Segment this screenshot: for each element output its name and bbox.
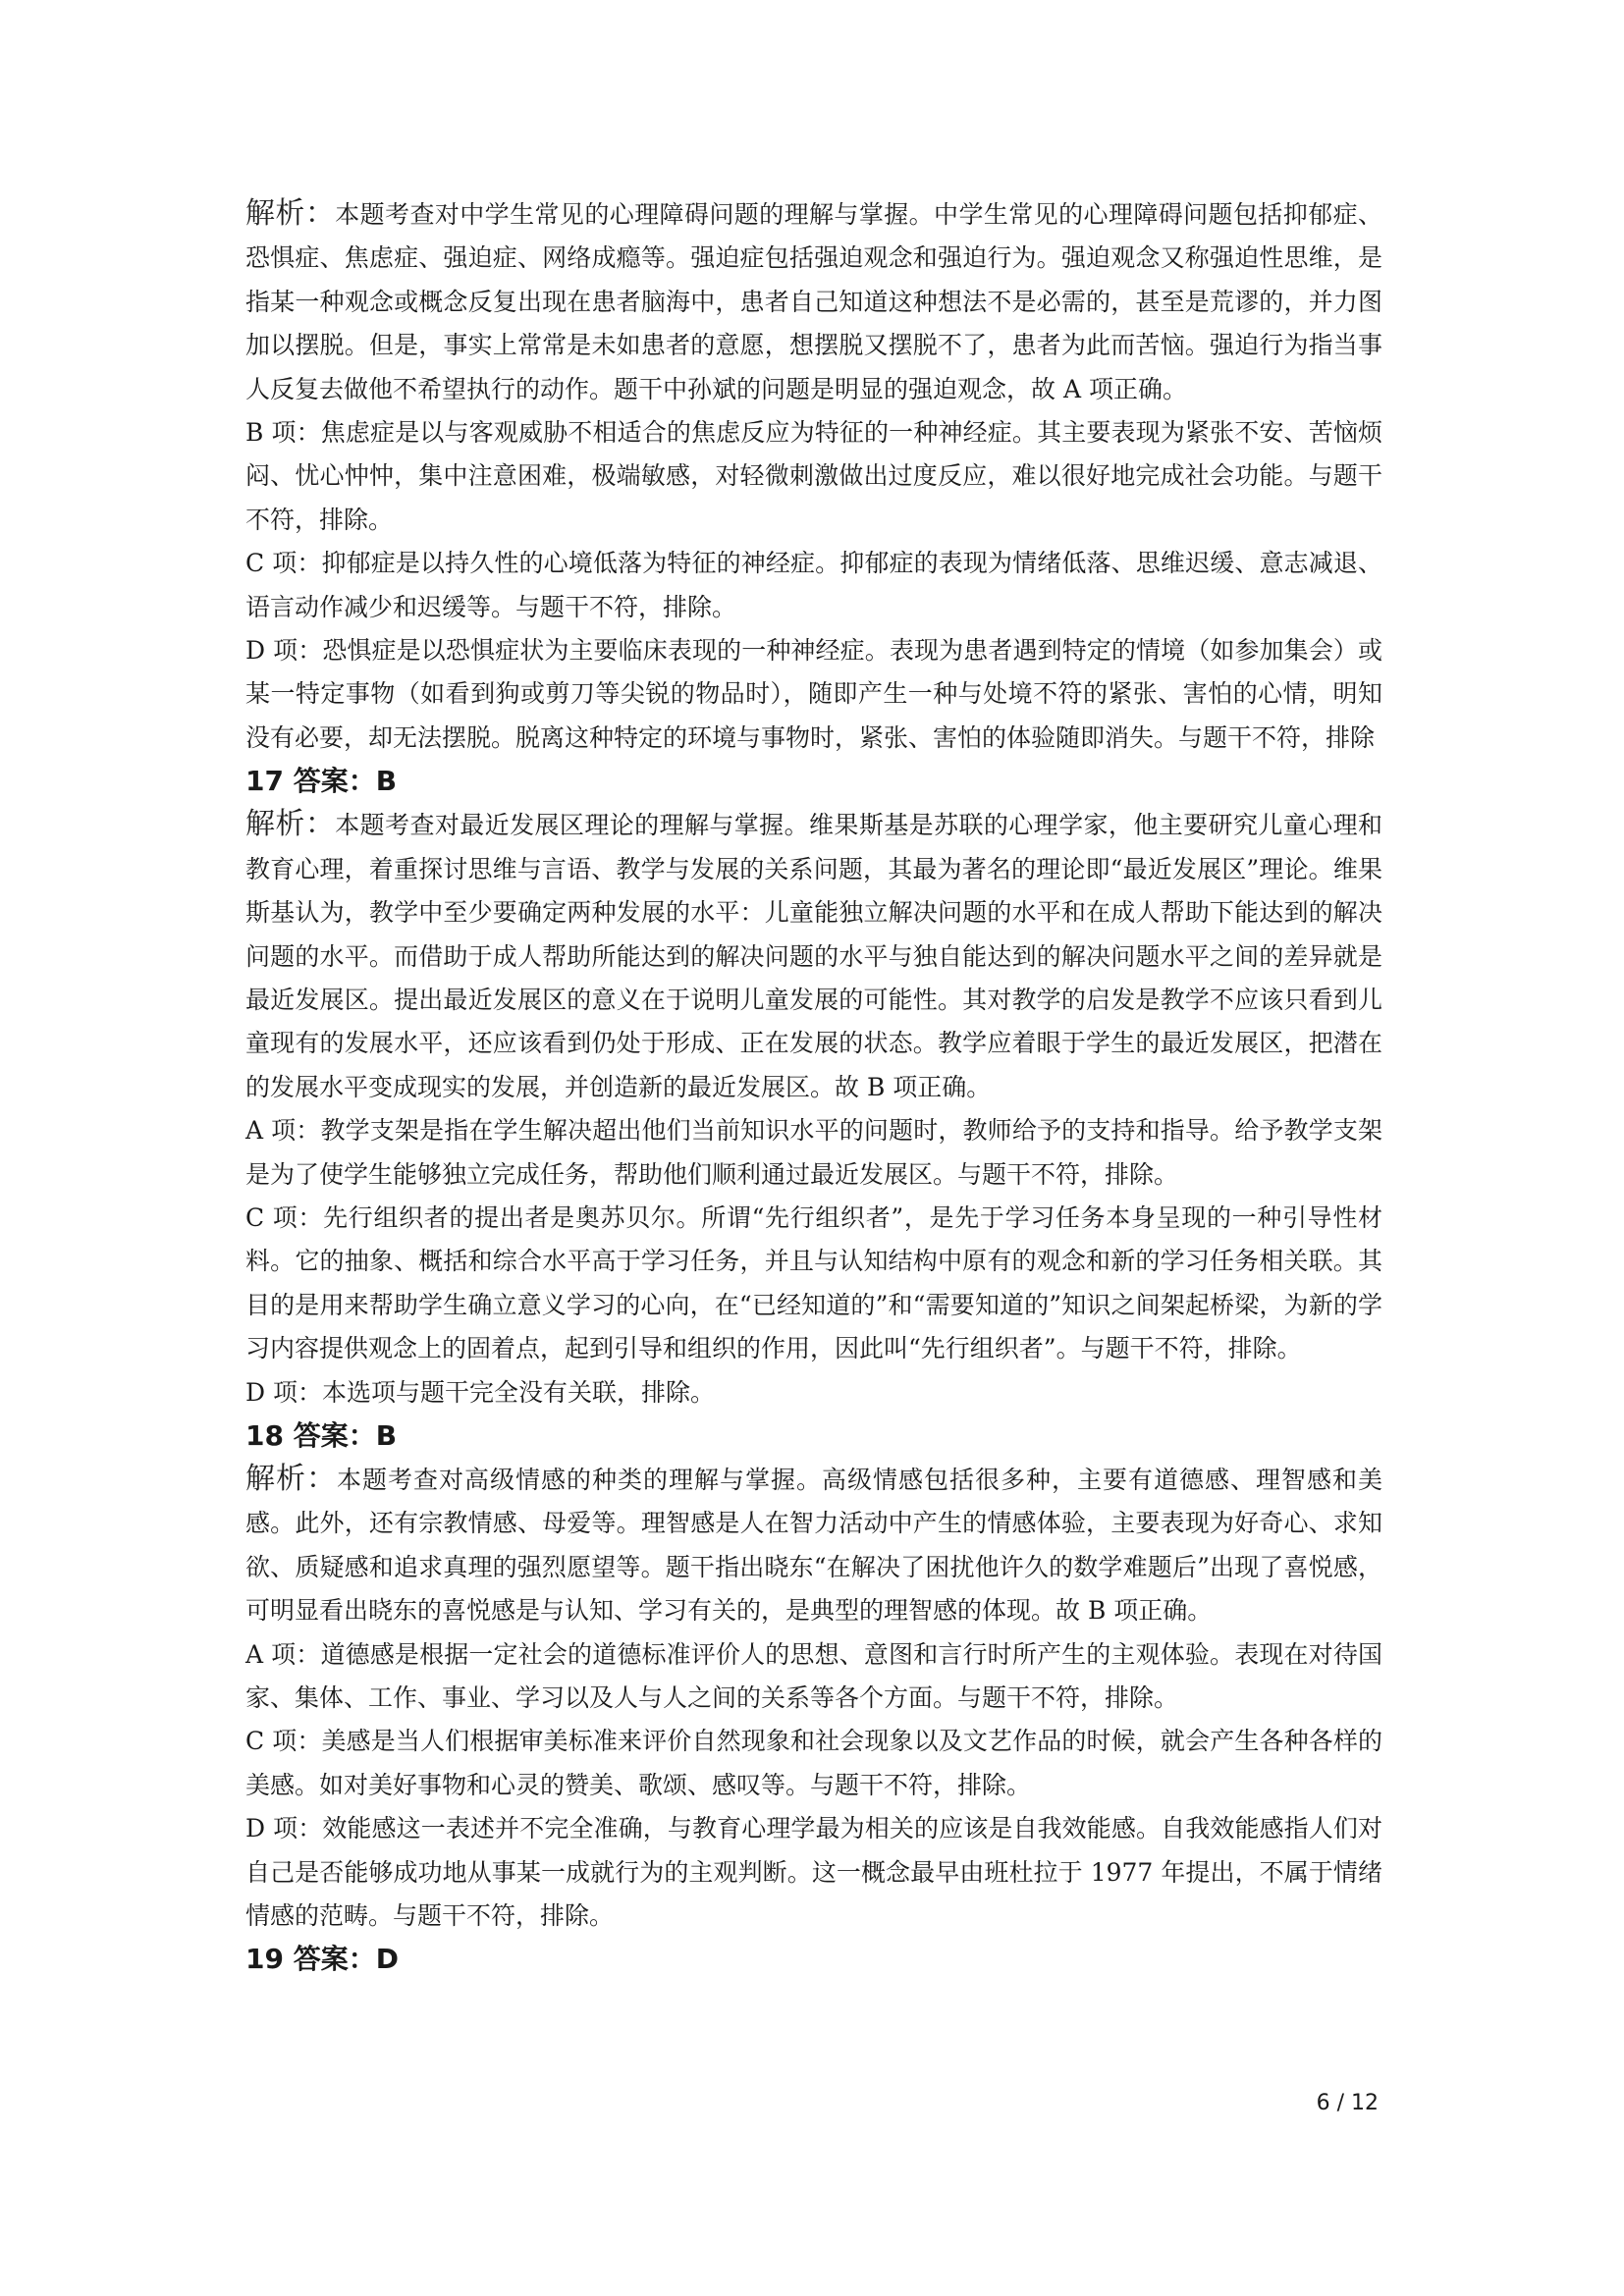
paragraph-text: D 项：效能感这一表述并不完全准确，与教育心理学最为相关的应该是自我效能感。自我效能感指人们对自己是否能够成功地从事某一成就行为的主观判断。这一概念最早由班杜拉于 1977 年提出，不属于情绪情感的范畴。与题干不符，排除。 <box>245 1814 1382 1931</box>
answer-heading: 19 答案：D <box>245 1943 399 1976</box>
answer-heading: 18 答案：B <box>245 1418 398 1452</box>
option-paragraph <box>245 629 1382 760</box>
option-paragraph <box>245 1197 1382 1371</box>
option-paragraph <box>245 1633 1382 1721</box>
option-paragraph <box>245 1807 1382 1938</box>
option-paragraph <box>245 1720 1382 1807</box>
paragraph-text: D 项：恐惧症是以恐惧症状为主要临床表现的一种神经症。表现为患者遇到特定的情境（如参加集会）或某一特定事物（如看到狗或剪刀等尖锐的物品时），随即产生一种与处境不符的紧张、害怕的心情，明知没有必要，却无法摆脱。脱离这种特定的环境与事物时，紧张、害怕的体验随即消失。与题干不符，排除 <box>245 636 1382 752</box>
paragraph-text: C 项：美感是当人们根据审美标准来评价自然现象和社会现象以及文艺作品的时候，就会产生各种各样的美感。如对美好事物和心灵的赞美、歌颂、感叹等。与题干不符，排除。 <box>245 1727 1382 1799</box>
analysis-paragraph <box>245 1458 1382 1633</box>
paragraph-text: D 项：本选项与题干完全没有关联，排除。 <box>245 1377 715 1407</box>
analysis-label: 解析： <box>245 1461 337 1496</box>
paragraph-text: B 项：焦虑症是以与客观威胁不相适合的焦虑反应为特征的一种神经症。其主要表现为紧张不安、苦恼烦闷、忧心忡忡，集中注意困难，极端敏感，对轻微刺激做出过度反应，难以很好地完成社会功能。与题干不符，排除。 <box>245 418 1382 534</box>
paragraph-text: 本题考查对中学生常见的心理障碍问题的理解与掌握。中学生常见的心理障碍问题包括抑郁症、恐惧症、焦虑症、强迫症、网络成瘾等。强迫症包括强迫观念和强迫行为。强迫观念又称强迫性思维，是指某一种观念或概念反复出现在患者脑海中，患者自己知道这种想法不是必需的，甚至是荒谬的，并力图加以摆脱。但是，事实上常常是未如患者的意愿，想摆脱又摆脱不了，患者为此而苦恼。强迫行为指当事人反复去做他不希望执行的动作。题干中孙斌的问题是明显的强迫观念，故 A 项正确。 <box>245 200 1382 403</box>
paragraph-text: 本题考查对最近发展区理论的理解与掌握。维果斯基是苏联的心理学家，他主要研究儿童心理和教育心理，着重探讨思维与言语、教学与发展的关系问题，其最为著名的理论即“最近发展区”理论。维果斯基认为，教学中至少要确定两种发展的水平：儿童能独立解决问题的水平和在成人帮助下能达到的解决问题的水平。而借助于成人帮助所能达到的解决问题的水平与独自能达到的解决问题水平之间的差异就是最近发展区。提出最近发展区的意义在于说明儿童发展的可能性。其对教学的启发是教学不应该只看到儿童现有的发展水平，还应该看到仍处于形成、正在发展的状态。教学应着眼于学生的最近发展区，把潜在的发展水平变成现实的发展，并创造新的最近发展区。故 B 项正确。 <box>245 811 1382 1101</box>
analysis-paragraph <box>245 803 1382 1109</box>
option-paragraph <box>245 411 1382 542</box>
option-paragraph <box>245 1371 1382 1415</box>
analysis-paragraph <box>245 192 1382 411</box>
option-paragraph <box>245 1109 1382 1197</box>
analysis-label: 解析： <box>245 196 336 231</box>
paragraph-text: A 项：道德感是根据一定社会的道德标准评价人的思想、意图和言行时所产生的主观体验。表现在对待国家、集体、工作、事业、学习以及人与人之间的关系等各个方面。与题干不符，排除。 <box>245 1639 1382 1712</box>
paragraph-text: 本题考查对高级情感的种类的理解与掌握。高级情感包括很多种，主要有道德感、理智感和美感。此外，还有宗教情感、母爱等。理智感是人在智力活动中产生的情感体验，主要表现为好奇心、求知欲、质疑感和追求真理的强烈愿望等。题干指出晓东“在解决了困扰他许久的数学难题后”出现了喜悦感，可明显看出晓东的喜悦感是与认知、学习有关的，是典型的理智感的体现。故 B 项正确。 <box>245 1465 1382 1626</box>
analysis-label: 解析： <box>245 807 336 842</box>
paragraph-text: C 项：先行组织者的提出者是奥苏贝尔。所谓“先行组织者”，是先于学习任务本身呈现的一种引导性材料。它的抽象、概括和综合水平高于学习任务，并且与认知结构中原有的观念和新的学习任务相关联。其目的是用来帮助学生确立意义学习的心向，在“已经知道的”和“需要知道的”知识之间架起桥梁，为新的学习内容提供观念上的固着点，起到引导和组织的作用，因此叫“先行组织者”。与题干不符，排除。 <box>245 1202 1382 1363</box>
option-paragraph <box>245 542 1382 629</box>
answer-explanations <box>245 192 1382 1981</box>
answer-heading: 17 答案：B <box>245 765 398 798</box>
paragraph-text: C 项：抑郁症是以持久性的心境低落为特征的神经症。抑郁症的表现为情绪低落、思维迟缓、意志减退、语言动作减少和迟缓等。与题干不符，排除。 <box>245 549 1382 621</box>
page-number: 6 / 12 <box>1316 2091 1379 2115</box>
paragraph-text: A 项：教学支架是指在学生解决超出他们当前知识水平的问题时，教师给予的支持和指导。给予教学支架是为了使学生能够独立完成任务，帮助他们顺利通过最近发展区。与题干不符，排除。 <box>245 1116 1382 1189</box>
